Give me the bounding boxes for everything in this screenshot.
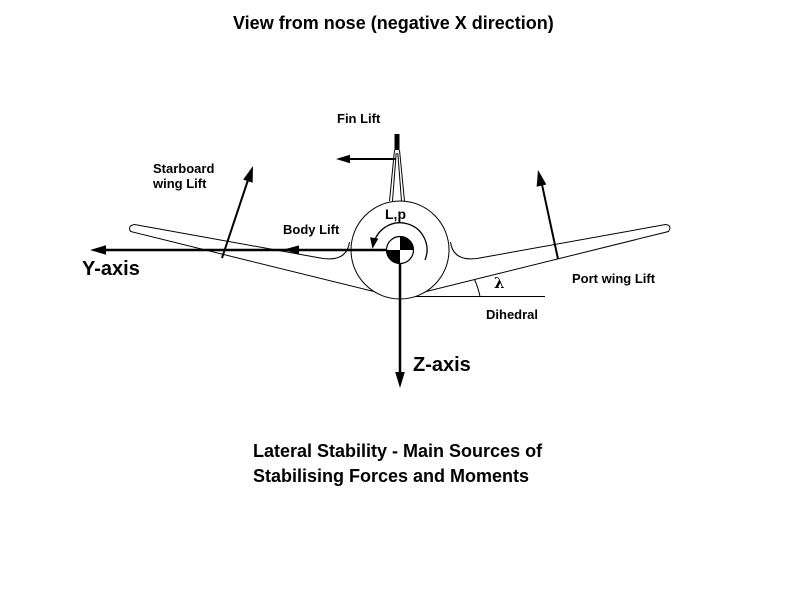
y-axis-label: Y-axis — [82, 258, 140, 280]
caption-line1: Lateral Stability - Main Sources of — [253, 441, 543, 461]
diagram-caption — [253, 439, 542, 489]
roll-moment-label: L,p — [385, 206, 406, 222]
starboard-wing-lift-label-line1: Starboard — [153, 161, 215, 176]
diagram-title: View from nose (negative X direction) — [233, 13, 554, 33]
z-axis-label: Z-axis — [413, 354, 471, 376]
vertical-fin — [390, 134, 405, 201]
port-wing-lift-label: Port wing Lift — [572, 271, 656, 286]
fin-lift-arrow — [336, 155, 396, 163]
dihedral-angle-symbol: λ — [494, 274, 505, 292]
dihedral-angle-arc — [475, 280, 481, 297]
port-wing-lift-arrow — [533, 169, 558, 259]
fin-lift-label: Fin Lift — [337, 111, 381, 126]
starboard-wing-lift-label — [153, 161, 214, 191]
fin-tip — [395, 134, 400, 150]
cg-symbol — [387, 237, 414, 264]
body-lift-label: Body Lift — [283, 222, 340, 237]
caption-line2: Stabilising Forces and Moments — [253, 466, 530, 486]
starboard-wing-lift-label-line2: wing Lift — [153, 176, 207, 191]
dihedral-label: Dihedral — [486, 307, 539, 322]
